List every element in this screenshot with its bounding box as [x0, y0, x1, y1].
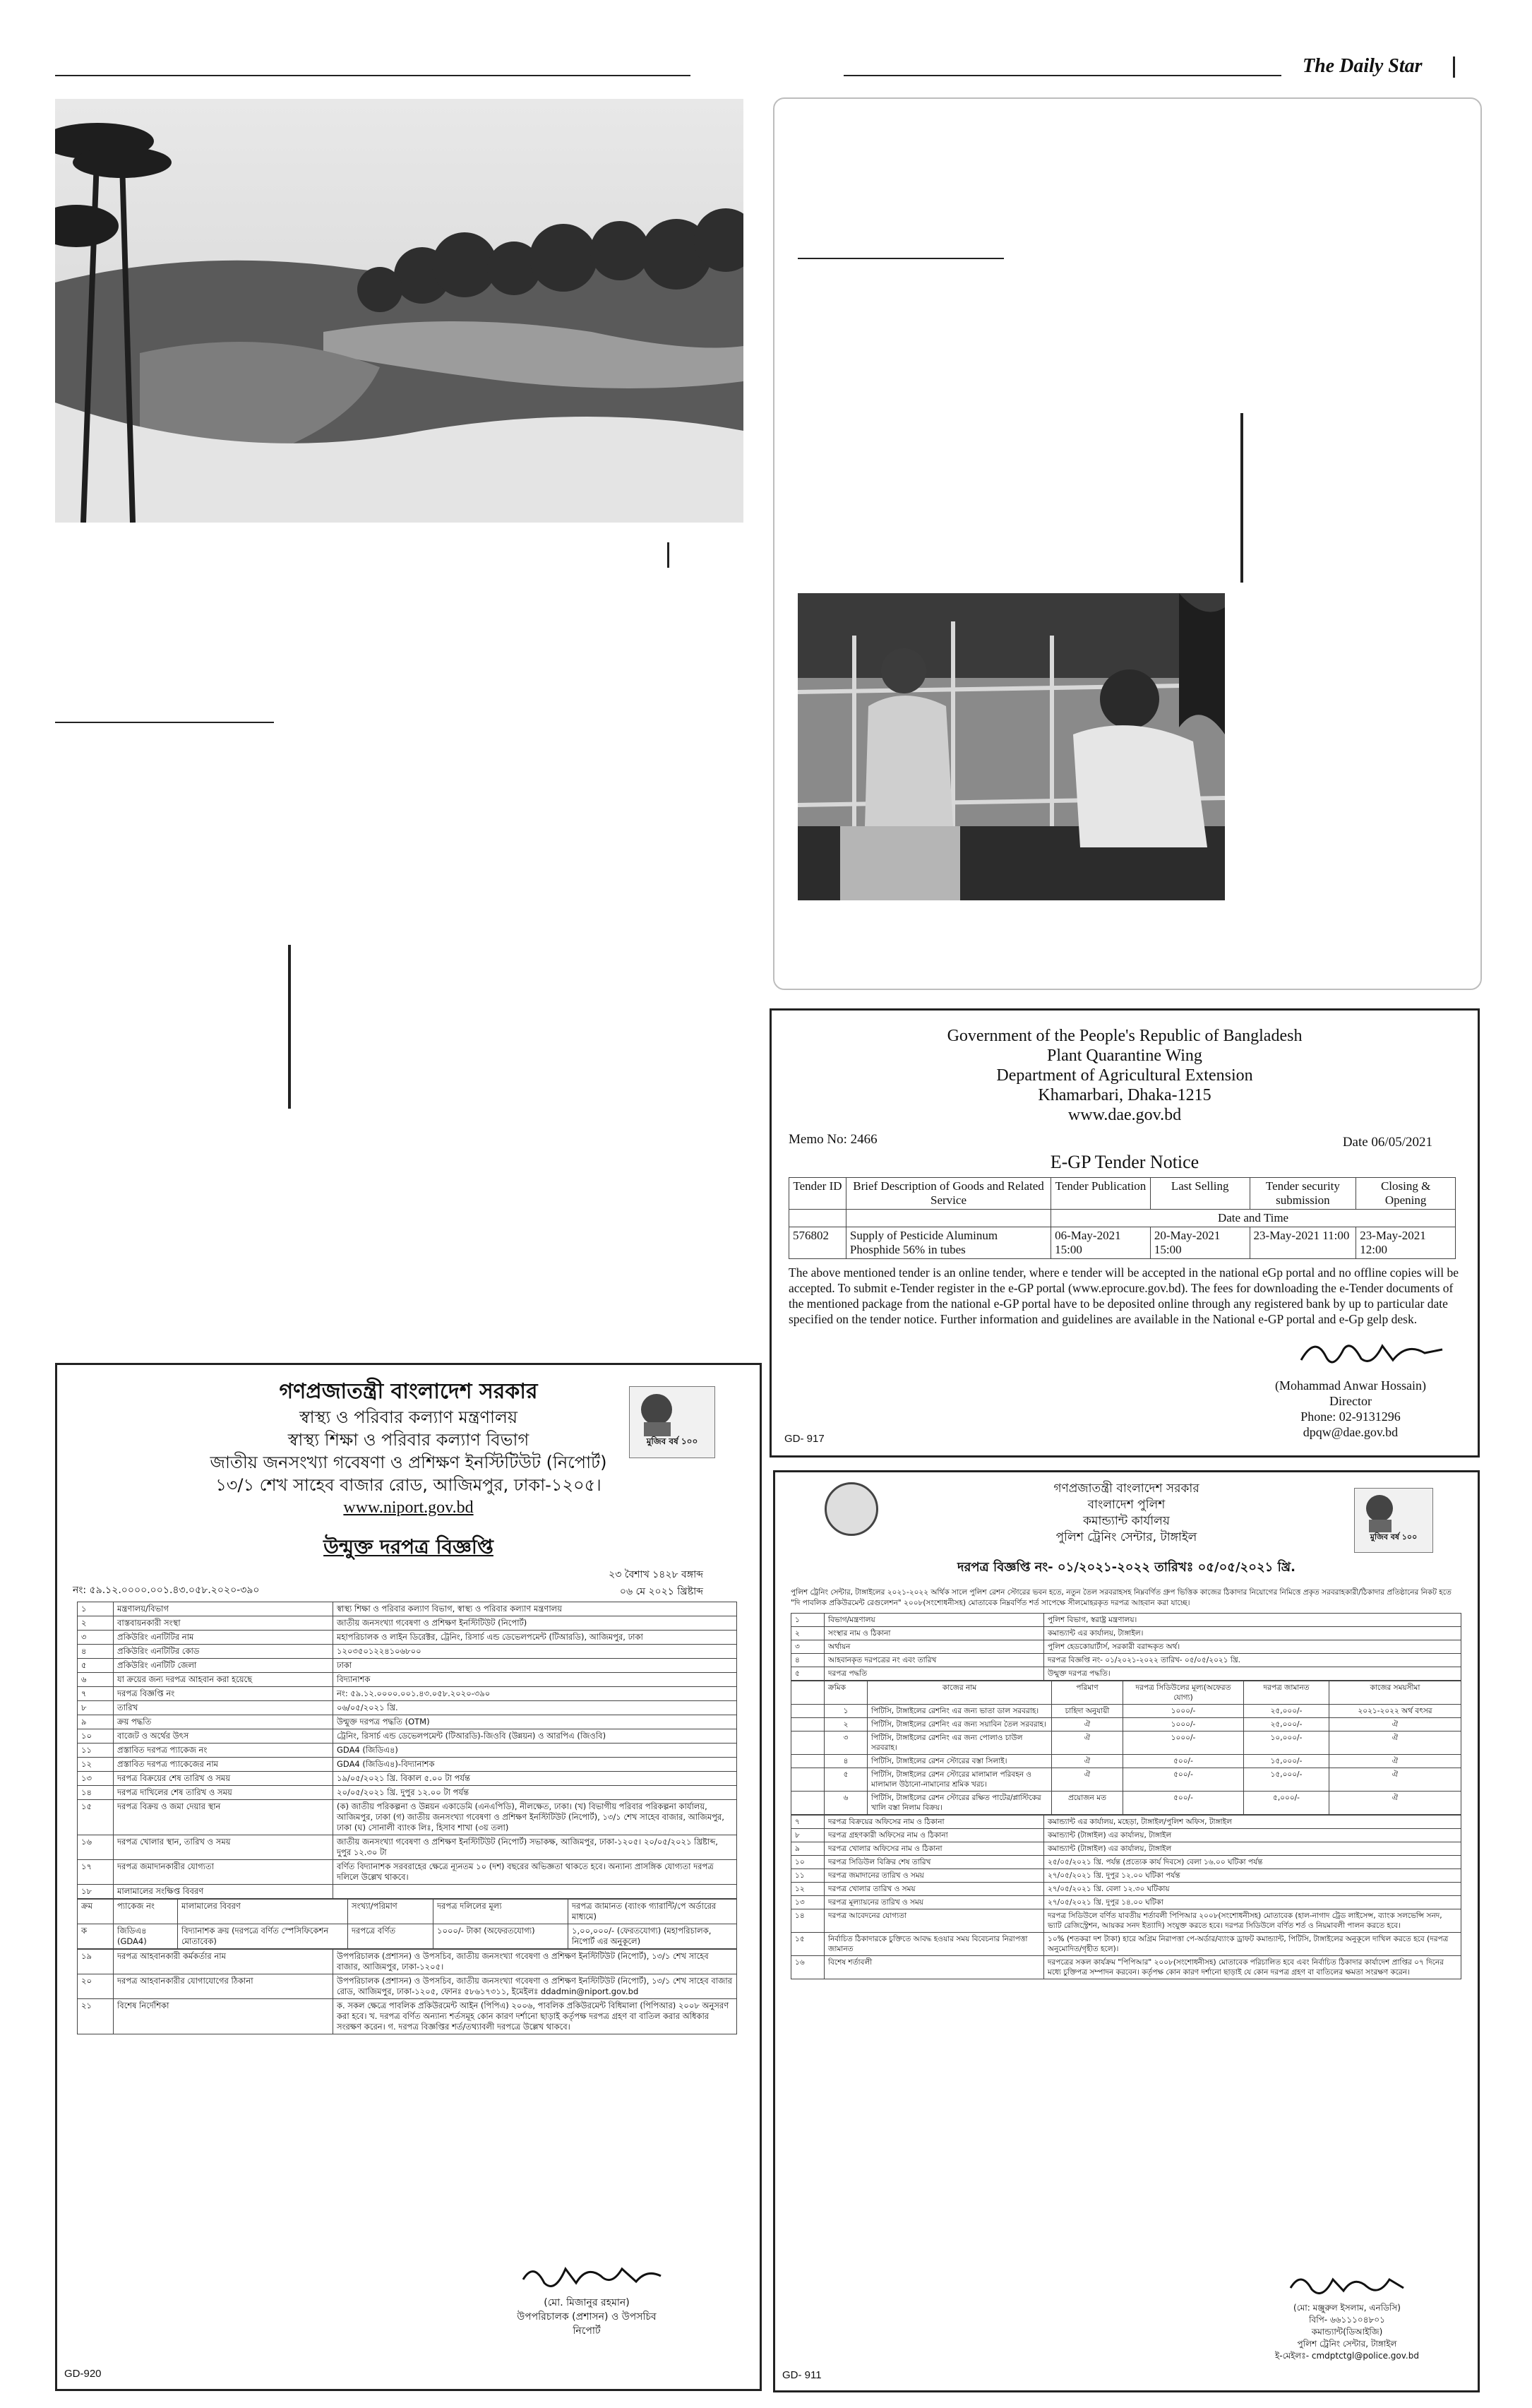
niport-sub-th: প্যাকেজ নং	[114, 1900, 178, 1924]
police-sig-title: কমান্ড্যান্ট(ডিআইজি)	[1311, 2327, 1383, 2337]
niport-cell: ৩	[78, 1631, 114, 1645]
niport-cell: ১৪	[78, 1786, 114, 1800]
police-work-row	[791, 1768, 1461, 1792]
police-work-cell: ২৫,০০০/-	[1244, 1705, 1329, 1718]
masthead-divider	[1453, 56, 1455, 78]
niport-cell: মন্ত্রণালয়/বিভাগ	[114, 1602, 333, 1616]
police-work-cell: ঐ	[1329, 1755, 1461, 1768]
police-work-spacer	[791, 1768, 825, 1792]
police-works-th: পরিমাণ	[1052, 1681, 1123, 1705]
niport-row	[78, 1786, 737, 1800]
niport-cell: ১৮	[78, 1885, 114, 1899]
police-bottom-cell: বিশেষ শর্তাবলী	[825, 1956, 1044, 1979]
police-work-cell: ২০২১-২০২২ অর্থ বৎসর	[1329, 1705, 1461, 1718]
police-bottom-cell: দরপত্রের সকল কার্যক্রম "পিপিআর" ২০০৮(সংশোধনীসহ) মোতাবেক পরিচালিত হবে এবং নির্বাচিত ঠিকাদার কার্যাদেশ প্রাপ্তির ০৭ দিনের মধ্যে চুক্তিপত্র সম্পাদন করবেন। কর্তৃপক্ষ কোন কারণ দর্শানো ছাড়াই যে কোন দরপত্র গ্রহণ বা বাতিলের ক্ষমতা সংরক্ষণ করেন।	[1044, 1956, 1461, 1979]
police-bottom-cell: ২৭/০৫/২০২১ খ্রি. দুপুর ১২.০০ ঘটিকা পর্যন্ত	[1044, 1869, 1461, 1883]
police-bottom-cell: ৭	[791, 1816, 825, 1829]
niport-cell: জাতীয় জনসংখ্যা গবেষণা ও প্রশিক্ষণ ইনস্টিটিউট (নিপোর্ট)	[333, 1616, 737, 1631]
niport-cell: ৯	[78, 1715, 114, 1729]
niport-division: স্বাস্থ্য শিক্ষা ও পরিবার কল্যাণ বিভাগ	[287, 1430, 529, 1450]
police-bottom-cell: ১৪	[791, 1909, 825, 1933]
police-work-cell: ঐ	[1052, 1755, 1123, 1768]
police-tender-notice	[773, 1470, 1480, 2392]
niport-gov: গণপ্রজাতন্ত্রী বাংলাদেশ সরকার	[279, 1379, 538, 1404]
egp-th: Tender security submission	[1250, 1178, 1356, 1210]
police-top-row	[791, 1654, 1461, 1667]
police-work-cell: ঐ	[1329, 1792, 1461, 1815]
egp-th: Brief Description of Goods and Related Service	[846, 1178, 1051, 1210]
police-work-cell: ৫,০০০/-	[1244, 1792, 1329, 1815]
egp-cell: 06-May-2021 15:00	[1051, 1227, 1151, 1259]
police-work-cell: পিটিসি, টাঙ্গাইলের রেশনিং এর জন্য পোলাও চাউল সরবরাহ।	[868, 1732, 1052, 1755]
egp-cell: 23-May-2021 12:00	[1356, 1227, 1456, 1259]
police-work-cell: পিটিসি, টাঙ্গাইলের রেশনিং এর জন্য ভাতা ডাল সরবরাহ।	[868, 1705, 1052, 1718]
niport-cell: ০৬/০৫/২০২১ খ্রি.	[333, 1701, 737, 1715]
police-works-th: দরপত্র জামানত	[1244, 1681, 1329, 1705]
niport-cell: ১৭	[78, 1860, 114, 1885]
niport-row	[78, 1800, 737, 1835]
niport-sub-th: ক্রম	[78, 1900, 114, 1924]
police-bottom-cell: দরপত্র বিক্রয়ের অফিসের নাম ও ঠিকানা	[825, 1816, 1044, 1829]
niport-cell: বিদ্যানাশক	[333, 1673, 737, 1687]
police-work-cell: ৫০০/-	[1123, 1768, 1244, 1792]
egp-web: www.dae.gov.bd	[1067, 1106, 1182, 1124]
niport-sub-cell: ১,০০,০০০/- (ফেরতযোগ্য) (মহাপরিচালক, নিপোর্ট এর অনুকূলে)	[568, 1924, 737, 1949]
niport-sub-cell: ১০০০/- টাকা (অফেরতযোগ্য)	[433, 1924, 568, 1949]
egp-wing: Plant Quarantine Wing	[1047, 1047, 1202, 1065]
niport-cell: ১১	[78, 1744, 114, 1758]
egp-title: E-GP Tender Notice	[1050, 1152, 1199, 1172]
niport-ministry: স্বাস্থ্য ও পরিবার কল্যাণ মন্ত্রণালয়	[299, 1407, 518, 1427]
police-signature	[1283, 2267, 1411, 2302]
niport-extra-row	[78, 1999, 737, 2034]
niport-table-2	[77, 1949, 737, 2034]
niport-cell: জাতীয় জনসংখ্যা গবেষণা ও প্রশিক্ষণ ইনস্টিটিউট (নিপোর্ট) সভাকক্ষ, আজিমপুর, ঢাকা-১২০৫। ২০/০৫/২০২১ খ্রিষ্টাব্দ, দুপুর ১২.৩০ টা	[333, 1835, 737, 1860]
niport-row	[78, 1673, 737, 1687]
police-top-row	[791, 1614, 1461, 1627]
police-work-cell: পিটিসি, টাঙ্গাইলের রেশন স্টোরের মালামাল পরিবহন ও মালামাল উঠানো-নামানোর শ্রমিক খরচ।	[868, 1768, 1052, 1792]
niport-code: GD-920	[64, 2368, 102, 2380]
police-top-cell: দরপত্র পদ্ধতি	[825, 1667, 1044, 1681]
egp-code: GD- 917	[784, 1433, 825, 1445]
niport-date2: ০৬ মে ২০২১ খ্রিষ্টাব্দ	[619, 1586, 703, 1597]
niport-cell: ১	[78, 1602, 114, 1616]
police-work-cell: ১৫,০০০/-	[1244, 1768, 1329, 1792]
niport-cell: (ক) জাতীয় পরিকল্পনা ও উন্নয়ন একাডেমি (এনএপিডি), নীলক্ষেত, ঢাকা। (খ) বিভাগীয় পরিবার পরিকল্পনা কার্যালয়, আজিমপুর, ঢাকা (গ) জাতীয় জনসংখ্যা গবেষণা ও প্রশিক্ষণ ইনস্টিটিউট (নিপোর্ট), ১৩/১ শেখ সাহেব বাজার, আজিমপুর, ঢাকা (ঘ) সোনালী ব্যাংক লিঃ, হিসাব শাখা (৩য় তলা)	[333, 1800, 737, 1835]
police-bottom-cell: ২৭/০৫/২০২১ খ্রি. বেলা ১২.৩০ ঘটিকায়	[1044, 1883, 1461, 1896]
niport-cell: দরপত্র জমাদানকারীর যোগ্যতা	[114, 1860, 333, 1885]
niport-extra-cell: উপপরিচালক (প্রশাসন) ও উপসচিব, জাতীয় জনসংখ্যা গবেষণা ও প্রশিক্ষণ ইনস্টিটিউট (নিপোর্ট), ১৩/১ শেখ সাহেব বাজার রোড, আজিমপুর, ঢাকা-১২০৫, ফোনঃ ৫৮৬১৭৩১১, ইমেইলঃ ddadmin@niport.gov.bd	[333, 1974, 737, 1999]
niport-cell: বর্ণিত বিদ্যানাশক সরবরাহের ক্ষেত্রে ন্যূনতম ১০ (দশ) বছরের অভিজ্ঞতা থাকতে হবে। অন্যান্য প্রাসঙ্গিক যোগ্যতা দরপত্র দলিলে উল্লেখ থাকবে।	[333, 1860, 737, 1885]
pull-quote-bar-left	[288, 945, 291, 1109]
police-bottom-cell: ১০	[791, 1856, 825, 1869]
niport-extra-cell: বিশেষ নির্দেশিকা	[114, 1999, 333, 2034]
section-rule-left	[55, 722, 274, 723]
police-top-cell: পুলিশ হেডকোয়ার্টার্স, সরকারী বরাদ্দকৃত অর্থ।	[1044, 1640, 1461, 1654]
niport-goods-table	[77, 1899, 737, 1949]
niport-cell: ১৬	[78, 1835, 114, 1860]
niport-sub-cell: বিদ্যানাশক ক্রয় (দরপত্রে বর্ণিত স্পেসিফিকেশন মোতাবেক)	[178, 1924, 348, 1949]
niport-sub-th: দরপত্র দলিলের মূল্য	[433, 1900, 568, 1924]
egp-cell: Supply of Pesticide Aluminum Phosphide 56% in tubes	[846, 1227, 1051, 1259]
police-bottom-row	[791, 1869, 1461, 1883]
police-work-cell: ঐ	[1052, 1768, 1123, 1792]
police-bottom-row	[791, 1816, 1461, 1829]
police-intro: পুলিশ ট্রেনিং সেন্টার, টাঙ্গাইলের ২০২১-২০২২ অর্থিক সালে পুলিশ রেশন স্টোরের ভবন হতে, নতুন তৈল সরবরাহসহ নিম্নবর্ণিত গ্রুপ ভিত্তিক কাজের ঠিকাদার নিয়োগের নিমিত্তে প্রকৃত সরবরাহকারী/ঠিকাদার প্রতিষ্ঠানের নিকট হতে "দি পাবলিক প্রকিউরমেন্ট রেগুলেশন" ২০০৮(সংশোধনীসহ) মোতাবেক নিম্নবর্ণিত শর্ত সাপেক্ষে সীলমোহরকৃত দরপত্র আহবান করা যাচ্ছে।	[791, 1588, 1452, 1607]
egp-date-time-label: Date and Time	[1051, 1210, 1456, 1227]
niport-cell: ৪	[78, 1645, 114, 1659]
niport-institute: জাতীয় জনসংখ্যা গবেষণা ও প্রশিক্ষণ ইনস্টিটিউট (নিপোর্ট)	[210, 1453, 607, 1472]
niport-cell: ১০	[78, 1729, 114, 1744]
mujib-logo-police	[1354, 1488, 1433, 1553]
egp-phone: Phone: 02-9131296	[1300, 1409, 1401, 1424]
niport-address: ১৩/১ শেখ সাহেব বাজার রোড, আজিমপুর, ঢাকা-১২০৫।	[215, 1475, 602, 1495]
police-work-cell: পিটিসি, টাঙ্গাইলের রেশন স্টোরের রক্ষিত পাটের/প্লাস্টিকের খালি বস্তা নিলাম বিক্রয়।	[868, 1792, 1052, 1815]
niport-sub-th: মালামালের বিবরণ	[178, 1900, 348, 1924]
police-bottom-cell: ১০% (শতকরা দশ টাকা) হারে অগ্রিম নিরাপত্তা পে-অর্ডার/ব্যাংক ড্রাফট কমান্ড্যান্ট, পিটিসি, টাঙ্গাইলের অনুকূলে দাখিল করতে হবে (দরপত্র অনুমোদিত/গৃহীত হলে)।	[1044, 1933, 1461, 1956]
niport-extra-row	[78, 1974, 737, 1999]
section-rule-right	[798, 258, 1004, 259]
niport-sub-th: দরপত্র জামানত (ব্যাংক গ্যারান্টি/পে অর্ডারের মাধ্যমে)	[568, 1900, 737, 1924]
police-bottom-row	[791, 1909, 1461, 1933]
niport-sub-th: সংখ্যা/পরিমাণ	[348, 1900, 433, 1924]
niport-row	[78, 1659, 737, 1673]
police-work-cell: ৩	[825, 1732, 868, 1755]
police-bottom-row	[791, 1956, 1461, 1979]
police-work-row	[791, 1732, 1461, 1755]
police-work-cell: ১০০০/-	[1123, 1732, 1244, 1755]
police-top-cell: ১	[791, 1614, 825, 1627]
police-bottom-row	[791, 1933, 1461, 1956]
niport-cell: স্বাস্থ্য শিক্ষা ও পরিবার কল্যাণ বিভাগ, স্বাস্থ্য ও পরিবার কল্যাণ মন্ত্রণালয়	[333, 1602, 737, 1616]
police-top-cell: পুলিশ বিভাগ, স্বরাষ্ট্র মন্ত্রণালয়।	[1044, 1614, 1461, 1627]
police-work-row	[791, 1705, 1461, 1718]
police-bottom-cell: ১৬	[791, 1956, 825, 1979]
police-work-spacer	[791, 1755, 825, 1768]
niport-cell: ১২	[78, 1758, 114, 1772]
niport-cell: ১৩	[78, 1772, 114, 1786]
police-sig-org: পুলিশ ট্রেনিং সেন্টার, টাঙ্গাইল	[1297, 2339, 1397, 2349]
niport-cell: ২০/০৫/২০২১ খ্রি. দুপুর ১২.০০ টা পর্যন্ত	[333, 1786, 737, 1800]
egp-gov: Government of the People's Republic of Bangladesh	[947, 1027, 1303, 1045]
police-work-cell: ৫০০/-	[1123, 1755, 1244, 1768]
niport-extra-cell: দরপত্র আহবানকারীর যোগাযোগের ঠিকানা	[114, 1974, 333, 1999]
niport-row	[78, 1885, 737, 1899]
niport-title: উন্মুক্ত দরপত্র বিজ্ঞপ্তি	[323, 1535, 493, 1558]
police-work-row	[791, 1792, 1461, 1815]
police-bottom-cell: ১৩	[791, 1896, 825, 1909]
police-top-cell: উন্মুক্ত দরপত্র পদ্ধতি।	[1044, 1667, 1461, 1681]
police-sig-email: ই-মেইলঃ- cmdptctgl@police.gov.bd	[1275, 2351, 1419, 2361]
police-bottom-cell: কমান্ড্যান্ট (টাঙ্গাইল) এর কার্যালয়, টাঙ্গাইল	[1044, 1829, 1461, 1842]
police-sig-name: (মো: মঞ্জুরুল ইসলাম, এনডিসি)	[1293, 2303, 1401, 2313]
police-bottom-table	[791, 1815, 1461, 1979]
police-top-cell: ৪	[791, 1654, 825, 1667]
niport-sub-cell: দরপত্রে বর্ণিত	[348, 1924, 433, 1949]
police-work-cell: পিটিসি, টাঙ্গাইলের রেশনিং এর জন্য সয়াবিন তৈল সরবরাহ।	[868, 1718, 1052, 1732]
police-work-cell: ১০,০০০/-	[1244, 1732, 1329, 1755]
police-center: পুলিশ ট্রেনিং সেন্টার, টাঙ্গাইল	[1055, 1530, 1197, 1544]
mujib-logo-police-text: মুজিব বর্ষ ১০০	[1370, 1532, 1418, 1542]
niport-row	[78, 1645, 737, 1659]
police-work-cell: ৫০০/-	[1123, 1792, 1244, 1815]
niport-cell: উন্মুক্ত দরপত্র পদ্ধতি (OTM)	[333, 1715, 737, 1729]
egp-cell: 23-May-2021 11:00	[1250, 1227, 1356, 1259]
niport-cell: ১৫	[78, 1800, 114, 1835]
police-emblem	[825, 1482, 878, 1536]
police-work-cell: ঐ	[1052, 1732, 1123, 1755]
niport-cell: মহাপরিচালক ও লাইন ডিরেক্টর, ট্রেনিং, রিসার্চ এন্ড ডেভেলপমেন্ট (টিআরডি), আজিমপুর, ঢাকা	[333, 1631, 737, 1645]
niport-cell: প্রকিউরিং এনটিটির কোড	[114, 1645, 333, 1659]
niport-cell: ২	[78, 1616, 114, 1631]
niport-cell: GDA4 (জিডিএ৪)	[333, 1744, 737, 1758]
police-work-spacer	[791, 1792, 825, 1815]
niport-table	[77, 1602, 737, 1899]
niport-cell: নং: ৫৯.১২.০০০০.০০১.৪৩.০৫৮.২০২০-৩৯০	[333, 1687, 737, 1701]
niport-cell: ৬	[78, 1673, 114, 1687]
niport-sub-cell: জিডিএ৪ (GDA4)	[114, 1924, 178, 1949]
police-bottom-row	[791, 1896, 1461, 1909]
niport-extra-cell: ১৯	[78, 1950, 114, 1974]
niport-cell: GDA4 (জিডিএ৪)-বিদ্যানাশক	[333, 1758, 737, 1772]
egp-body: The above mentioned tender is an online tender, where e tender will be accepted in the national eGp portal and no offline copies will be accepted. To submit e-Tender register in the e-GP portal (www.eprocure.gov.bd). The fees for downloading the e-Tender documents of the mentioned package from the national e-GP portal have to be deposited online through any registered bank by up to particular date specified on the tender notice. Further information and guidelines are available in the National e-GP portal and e-Gp gelp desk.	[789, 1265, 1459, 1326]
niport-extra-cell: দরপত্র আহবানকারী কর্মকর্তার নাম	[114, 1950, 333, 1974]
niport-cell: দরপত্র বিজ্ঞপ্তি নং	[114, 1687, 333, 1701]
police-works-table	[791, 1681, 1461, 1815]
police-code: GD- 911	[782, 2369, 822, 2381]
niport-row	[78, 1616, 737, 1631]
niport-cell: বাজেট ও অর্থের উৎস	[114, 1729, 333, 1744]
egp-date: Date 06/05/2021	[1342, 1135, 1432, 1150]
police-works-th: ক্রমিক	[825, 1681, 868, 1705]
niport-sig-name: (মো. মিজানুর রহমান)	[544, 2297, 630, 2308]
police-office: কমান্ড্যান্ট কার্যালয়	[1083, 1514, 1170, 1528]
niport-extra-cell: ক. সকল ক্ষেত্রে পাবলিক প্রকিউরমেন্ট আইন (পিপিএ) ২০০৬, পাবলিক প্রকিউরমেন্ট বিধিমালা (পিপিআর) ২০০৮ অনুসরণ করা হবে। খ. দরপত্র বর্ণিত অন্যান্য শর্তসমূহ কোন কারণ দর্শানো ছাড়াই কর্তৃপক্ষ দরপত্র গ্রহণ বা বাতিল করার অধিকার সংরক্ষণ করেন। গ. দরপত্র বিজ্ঞপ্তির শর্ত/তথ্যাবলী দরপত্রে উল্লেখ থাকবে।	[333, 1999, 737, 2034]
niport-cell: মালামালের সংক্ষিপ্ত বিবরণ	[114, 1885, 333, 1899]
niport-extra-row	[78, 1950, 737, 1974]
niport-cell: ৫	[78, 1659, 114, 1673]
police-work-spacer	[791, 1718, 825, 1732]
niport-sig-org: নিপোর্ট	[573, 2325, 601, 2337]
police-work-cell: ৫	[825, 1768, 868, 1792]
police-bottom-row	[791, 1883, 1461, 1896]
police-top-cell: বিভাগ/মন্ত্রণালয়	[825, 1614, 1044, 1627]
egp-memo: Memo No: 2466	[789, 1132, 878, 1147]
police-work-cell: ৬	[825, 1792, 868, 1815]
police-work-cell: পিটিসি, টাঙ্গাইলের রেশন স্টোরের বস্তা সিলাই।	[868, 1755, 1052, 1768]
niport-signature	[516, 2255, 671, 2297]
police-bottom-cell: দরপত্র মূল্যায়নের তারিখ ও সময়	[825, 1896, 1044, 1909]
niport-cell: প্রস্তাবিত দরপত্র প্যাকেজের নাম	[114, 1758, 333, 1772]
niport-extra-cell: ২১	[78, 1999, 114, 2034]
police-bottom-cell: ৯	[791, 1842, 825, 1856]
niport-row	[78, 1835, 737, 1860]
niport-cell: প্রকিউরিং এনটিটি জেলা	[114, 1659, 333, 1673]
niport-cell	[333, 1885, 737, 1899]
police-top-row	[791, 1667, 1461, 1681]
police-dept: বাংলাদেশ পুলিশ	[1087, 1498, 1166, 1512]
police-bottom-cell: ২৫/০৫/২০২১ খ্রি. পর্যন্ত (প্রত্যেক কার্য দিবসে) বেলা ১৬.০০ ঘটিকা পর্যন্ত	[1044, 1856, 1461, 1869]
top-rule-left	[55, 75, 690, 76]
niport-tender-notice	[55, 1363, 762, 2391]
police-work-row	[791, 1755, 1461, 1768]
niport-web: www.niport.gov.bd	[343, 1498, 474, 1517]
police-bottom-row	[791, 1856, 1461, 1869]
niport-cell: ঢাকা	[333, 1659, 737, 1673]
niport-row	[78, 1687, 737, 1701]
police-work-cell: ২৫,০০০/-	[1244, 1718, 1329, 1732]
police-bottom-row	[791, 1842, 1461, 1856]
mujib-logo-text: মুজিব বর্ষ ১০০	[646, 1436, 698, 1446]
police-top-cell: আহবানকৃত দরপত্রের নং এবং তারিখ	[825, 1654, 1044, 1667]
niport-cell: দরপত্র বিক্রয় ও জমা দেয়ার স্থান	[114, 1800, 333, 1835]
police-bottom-row	[791, 1829, 1461, 1842]
police-top-cell: সংস্থার নাম ও ঠিকানা	[825, 1627, 1044, 1640]
police-bottom-cell: দরপত্র গ্রহণকারী অফিসের নাম ও ঠিকানা	[825, 1829, 1044, 1842]
niport-cell: ১৯/০৫/২০২১ খ্রি. বিকাল ৫.০০ টা পর্যন্ত	[333, 1772, 737, 1786]
niport-extra-cell: উপপরিচালক (প্রশাসন) ও উপসচিব, জাতীয় জনসংখ্যা গবেষণা ও প্রশিক্ষণ ইনস্টিটিউট (নিপোর্ট), ১৩/১ শেখ সাহেব বাজার, আজিমপুর, ঢাকা-১২০৫।	[333, 1950, 737, 1974]
police-work-row	[791, 1718, 1461, 1732]
police-works-th: কাজের নাম	[868, 1681, 1052, 1705]
police-bottom-cell: দরপত্র জমাদানের তারিখ ও সময়	[825, 1869, 1044, 1883]
police-bottom-cell: ১৫	[791, 1933, 825, 1956]
niport-cell: বাস্তবায়নকারী সংস্থা	[114, 1616, 333, 1631]
egp-cell: 20-May-2021 15:00	[1150, 1227, 1250, 1259]
police-work-cell: প্রয়োজন মত	[1052, 1792, 1123, 1815]
top-rule-right	[844, 75, 1281, 76]
niport-extra-cell: ২০	[78, 1974, 114, 1999]
police-bottom-cell: ১২	[791, 1883, 825, 1896]
police-bottom-cell: দরপত্র আবেদনের যোগ্যতা	[825, 1909, 1044, 1933]
police-work-cell: চাহিদা অনুযায়ী	[1052, 1705, 1123, 1718]
niport-cell: ট্রেনিং, রিসার্চ এন্ড ডেভেলপমেন্ট (টিআরডি)-জিওবি (উন্নয়ন) ও আরপিএ (জিওবি)	[333, 1729, 737, 1744]
police-bottom-cell: নির্বাচিত ঠিকাদারকে চুক্তিতে আবদ্ধ হওয়ার সময় বিবেচনার নিরাপত্তা জামানত	[825, 1933, 1044, 1956]
police-bottom-cell: কমান্ড্যান্ট (টাঙ্গাইল) এর কার্যালয়, টাঙ্গাইল	[1044, 1842, 1461, 1856]
niport-row	[78, 1631, 737, 1645]
mujib-logo	[629, 1386, 715, 1458]
police-work-cell: ঐ	[1329, 1718, 1461, 1732]
police-work-cell: ১	[825, 1705, 868, 1718]
police-top-row	[791, 1640, 1461, 1654]
police-gov: গণপ্রজাতন্ত্রী বাংলাদেশ সরকার	[1053, 1482, 1199, 1496]
egp-tender-notice	[770, 1008, 1480, 1458]
police-top-cell: দরপত্র বিজ্ঞপ্তি নং- ০১/২০২১-২০২২ তারিখ- ০৫/০৫/২০২১ খ্রি.	[1044, 1654, 1461, 1667]
police-works-th: কাজের সময়সীমা	[1329, 1681, 1461, 1705]
niport-cell: ৮	[78, 1701, 114, 1715]
police-bottom-cell: কমান্ড্যান্ট এর কার্যালয়, মহেড়া, টাঙ্গাইল/পুলিশ অফিস, টাঙ্গাইল	[1044, 1816, 1461, 1829]
niport-row	[78, 1758, 737, 1772]
police-bottom-cell: ১১	[791, 1869, 825, 1883]
workers-photo	[798, 593, 1225, 900]
niport-cell: প্রস্তাবিত দরপত্র প্যাকেজ নং	[114, 1744, 333, 1758]
egp-th: Tender ID	[789, 1178, 846, 1210]
egp-th: Last Selling	[1150, 1178, 1250, 1210]
niport-cell: দরপত্র খোলার স্থান, তারিখ ও সময়	[114, 1835, 333, 1860]
niport-row	[78, 1701, 737, 1715]
egp-cell: 576802	[789, 1227, 846, 1259]
niport-row	[78, 1602, 737, 1616]
police-top-cell: ২	[791, 1627, 825, 1640]
niport-cell: প্রকিউরিং এনটিটির নাম	[114, 1631, 333, 1645]
police-top-row	[791, 1627, 1461, 1640]
police-work-cell: ঐ	[1329, 1732, 1461, 1755]
police-work-cell: ৪	[825, 1755, 868, 1768]
egp-th: Tender Publication	[1051, 1178, 1151, 1210]
masthead-logo: The Daily Star	[1303, 55, 1423, 77]
police-work-cell: ঐ	[1329, 1768, 1461, 1792]
niport-sub-cell: ক	[78, 1924, 114, 1949]
niport-cell: তারিখ	[114, 1701, 333, 1715]
police-bottom-cell: দরপত্র খোলার তারিখ ও সময়	[825, 1883, 1044, 1896]
niport-cell: ৭	[78, 1687, 114, 1701]
niport-cell: ক্রয় পদ্ধতি	[114, 1715, 333, 1729]
river-landscape-photo	[55, 99, 743, 523]
police-bottom-cell: ৮	[791, 1829, 825, 1842]
niport-cell: দরপত্র দাখিলের শেষ তারিখ ও সময়	[114, 1786, 333, 1800]
niport-cell: ১২০৩৫০১২২৪১০৬৮০০	[333, 1645, 737, 1659]
pull-quote-bar-right	[1240, 413, 1243, 583]
police-works-spacer	[791, 1681, 825, 1705]
police-work-cell: ঐ	[1052, 1718, 1123, 1732]
niport-cell: যা ক্রয়ের জন্য দরপত্র আহবান করা হয়েছে	[114, 1673, 333, 1687]
niport-sig-title: উপপরিচালক (প্রশাসন) ও উপসচিব	[517, 2311, 657, 2323]
police-work-cell: ১০০০/-	[1123, 1718, 1244, 1732]
egp-address: Khamarbari, Dhaka-1215	[1038, 1086, 1211, 1104]
police-top-cell: ৫	[791, 1667, 825, 1681]
niport-cell: দরপত্র বিক্রয়ের শেষ তারিখ ও সময়	[114, 1772, 333, 1786]
police-top-cell: কমান্ড্যান্ট এর কার্যালয়, টাঙ্গাইল।	[1044, 1627, 1461, 1640]
police-work-cell: ২	[825, 1718, 868, 1732]
niport-row	[78, 1715, 737, 1729]
niport-row	[78, 1744, 737, 1758]
niport-memo: নং: ৫৯.১২.০০০০.০০১.৪৩.০৫৮.২০২০-৩৯০	[73, 1585, 260, 1596]
police-sig-bp: বিপি- ৬৬১১১০৪৮০১	[1309, 2315, 1385, 2325]
police-title: দরপত্র বিজ্ঞপ্তি নং- ০১/২০২১-২০২২ তারিখঃ ০৫/০৫/২০২১ খ্রি.	[957, 1560, 1295, 1575]
egp-dept: Department of Agricultural Extension	[996, 1066, 1253, 1085]
police-work-cell: ১০০০/-	[1123, 1705, 1244, 1718]
police-bottom-cell: দরপত্র সিডিউল বিক্রির শেষ তারিখ	[825, 1856, 1044, 1869]
police-bottom-cell: দরপত্র সিডিউলে বর্ণিত যাবতীয় শর্তাবলী পিপিআর ২০০৮(সংশোধনীসহ) মোতাবেক (হাল-নাগাদ ট্রেড লাইসেন্স, ব্যাংক সলভেন্সি সনদ, ভ্যাট রেজিস্ট্রেশন, আয়কর সনদ ইত্যাদি) সংযুক্ত করতে হবে। দরপত্র সিডিউলে বর্ণিত শর্ত ও নিয়মাবলী পালন করতে হবে।	[1044, 1909, 1461, 1933]
police-bottom-cell: দরপত্র খোলার অফিসের নাম ও ঠিকানা	[825, 1842, 1044, 1856]
niport-date1: ২৩ বৈশাখ ১৪২৮ বঙ্গাব্দ	[609, 1569, 703, 1580]
egp-th: Closing & Opening	[1356, 1178, 1456, 1210]
egp-email: dpqw@dae.gov.bd	[1303, 1425, 1399, 1439]
niport-row	[78, 1860, 737, 1885]
police-top-cell: অর্থায়ন	[825, 1640, 1044, 1654]
police-top-cell: ৩	[791, 1640, 825, 1654]
caption-marker	[667, 542, 669, 568]
egp-signature	[1294, 1332, 1449, 1374]
police-works-th: দরপত্র সিডিউলের মূল্য(অফেরত যোগ্য)	[1123, 1681, 1244, 1705]
niport-row	[78, 1772, 737, 1786]
police-bottom-cell: ২৭/০৫/২০২১ খ্রি. দুপুর ১৪.০০ ঘটিকা	[1044, 1896, 1461, 1909]
egp-table	[789, 1177, 1456, 1259]
egp-sig-title: Director	[1329, 1394, 1372, 1408]
niport-row	[78, 1729, 737, 1744]
police-top-table	[791, 1613, 1461, 1681]
police-work-spacer	[791, 1705, 825, 1718]
police-work-spacer	[791, 1732, 825, 1755]
egp-sig-name: (Mohammad Anwar Hossain)	[1275, 1378, 1426, 1393]
police-work-cell: ১৫,০০০/-	[1244, 1755, 1329, 1768]
